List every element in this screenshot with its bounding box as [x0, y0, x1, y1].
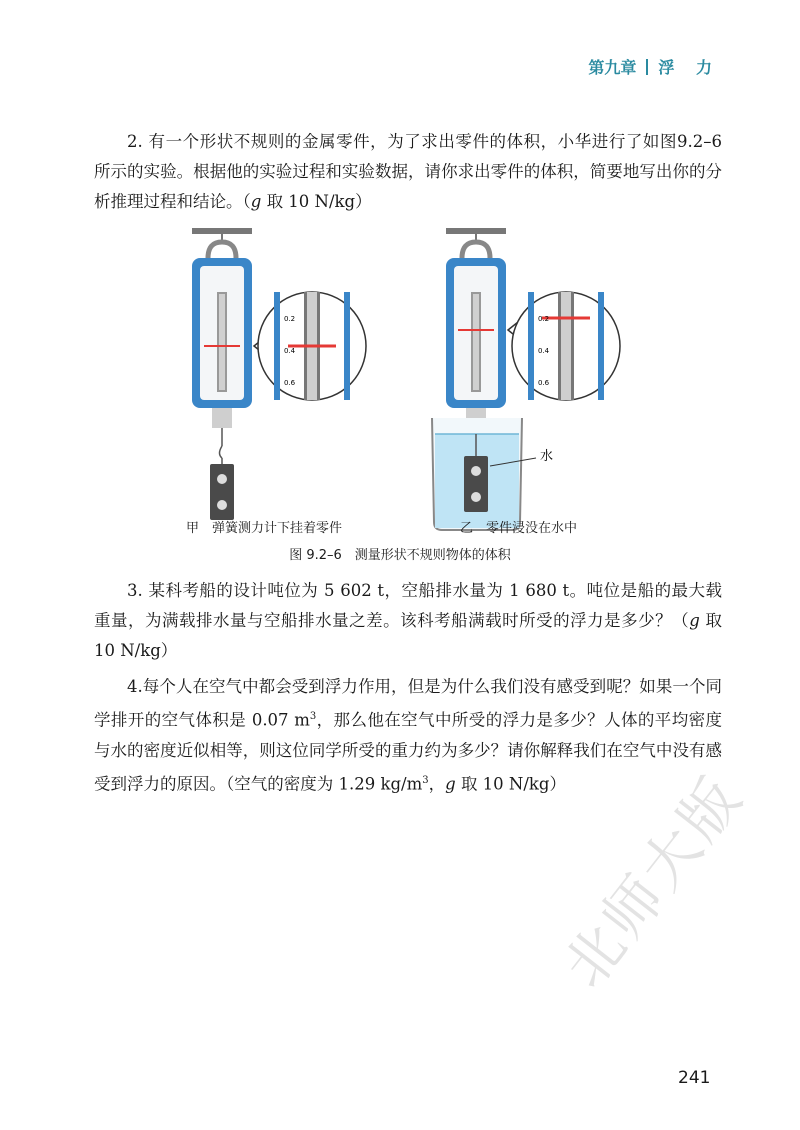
- header-divider: [646, 59, 648, 75]
- q2-number: 2.: [127, 132, 143, 151]
- water-label: 水: [540, 449, 554, 464]
- subcaption-b: 乙 零件浸没在水中: [460, 521, 578, 536]
- metal-part-b: [464, 456, 488, 512]
- page-number: 241: [678, 1068, 711, 1088]
- q3-text: 某科考船的设计吨位为 5 602 t，空船排水量为 1 680 t。吨位是船的最大载重量，为满载排水量与空船排水量之差。该科考船满载时所受的浮力是多少？（: [94, 581, 722, 630]
- q2-g-val: 取 10 N/kg）: [266, 192, 372, 211]
- q2-g-var: g: [250, 192, 262, 211]
- q4-g-var: g: [445, 774, 456, 793]
- tick-b-2: 0.4: [538, 347, 550, 355]
- q4-g-val: 取 10 N/kg）: [460, 774, 566, 793]
- tick-b-3: 0.6: [538, 379, 550, 387]
- q4-text-2: ，那么他在空气中所受的浮力是多少？人体的平均密度与水的密度近似相等，则这位同学所受的重力约为多少？请你解释我们在空气中没有感受到浮力的原因。（空气的密度为 1.29 kg/m: [94, 710, 723, 793]
- tick-a-3: 0.6: [284, 379, 296, 387]
- q3-g-val: 取 10 N/kg）: [94, 611, 723, 660]
- q2-text: 有一个形状不规则的金属零件，为了求出零件的体积，小华进行了如图9.2–6 所示的实验。根据他的实验过程和实验数据，请你求出零件的体积，简要地写出你的分析推理过程和结论。（: [94, 132, 722, 211]
- tick-a-2: 0.4: [284, 347, 296, 355]
- chapter-label: 第九章: [588, 58, 637, 77]
- chapter-subject: 浮 力: [658, 58, 720, 77]
- q3-number: 3.: [127, 581, 143, 600]
- question-3: [94, 576, 722, 666]
- question-2: [94, 127, 722, 217]
- q4-number: 4.: [127, 677, 143, 696]
- figure-caption: 图 9.2–6 测量形状不规则物体的体积: [289, 548, 511, 563]
- spring-scale-a: [192, 228, 252, 520]
- publisher-watermark: 北师大版: [550, 762, 757, 1000]
- figure-9-2-6: [170, 222, 640, 567]
- q4-text-1: 每个人在空气中都会受到浮力作用，但是为什么我们没有感受到呢？如果一个同学排开的空气体积是 0.07 m: [94, 677, 722, 730]
- zoom-circle-b: [508, 292, 620, 400]
- subcaption-a: 甲 弹簧测力计下挂着零件: [186, 521, 343, 536]
- metal-part-a: [210, 464, 234, 520]
- q3-g-var: g: [689, 611, 700, 630]
- q4-sup-1: 3: [309, 711, 317, 722]
- chapter-header: [588, 55, 720, 78]
- beaker: [432, 418, 553, 530]
- question-4: [94, 672, 722, 799]
- q4-sup-2: 3: [422, 774, 429, 786]
- zoom-circle-a: [254, 292, 366, 400]
- tick-a-1: 0.2: [284, 315, 296, 323]
- tick-b-1: 0.2: [538, 315, 550, 323]
- q4-text-3: ，: [428, 774, 446, 793]
